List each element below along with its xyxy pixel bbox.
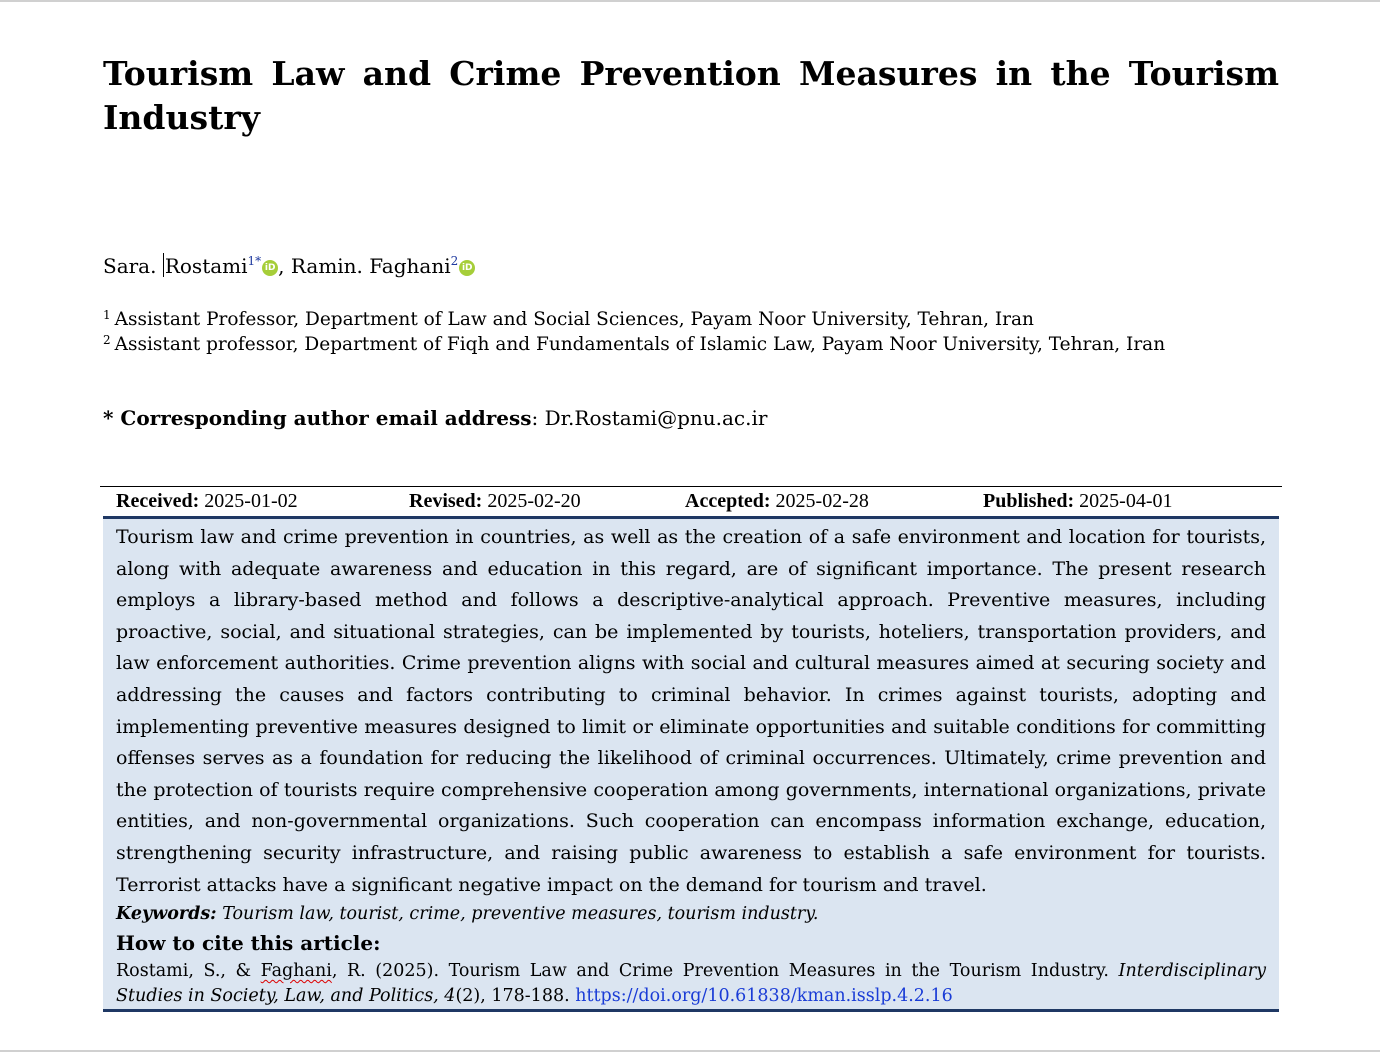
author-2-name: Ramin. Faghani [290, 254, 451, 278]
accepted-date: Accepted: 2025-02-28 [685, 490, 869, 512]
abstract-box [103, 516, 1279, 1012]
corresponding-email[interactable]: Dr.Rostami@pnu.ac.ir [544, 406, 768, 430]
published-date: Published: 2025-04-01 [983, 490, 1173, 512]
affiliation-2: $^2$ Assistant professor, Department of Fiqh and Fundamentals of Islamic Law, Payam Noor University, Tehran, Iran [103, 333, 1166, 355]
text-cursor [163, 253, 164, 277]
how-to-cite-heading: How to cite this article: [116, 931, 381, 955]
revised-date: Revised: 2025-02-20 [409, 490, 581, 512]
dates-rule [100, 486, 1282, 487]
doi-link[interactable]: https://doi.org/10.61838/kman.isslp.4.2.16 [575, 986, 953, 1006]
corresponding-label: * Corresponding author email address [103, 406, 532, 430]
author-2-affil-ref[interactable]: 2 [450, 254, 459, 268]
citation: Rostami, S., & Faghani, R. (2025). Tourism Law and Crime Prevention Measures in the Tourism Industry. Interdisciplinary Studies in Society, Law, and Politics, 4(2), 178-188. https://doi.org/10.61838/kman.isslp.4.2.16 [116, 961, 1267, 1006]
author-separator: , [278, 254, 291, 278]
author-1-surname: Rostami [164, 254, 248, 278]
abstract-text: Tourism law and crime prevention in countries, as well as the creation of a safe environment and location for tourists, along with adequate awareness and education in this regard, are of significant importance. The present research employs a library-based method and follows a descriptive-analytical approach. Preventive measures, including proactive, social, and situational strategies, can be implemented by tourists, hoteliers, transportation providers, and law enforcement authorities. Crime prevention aligns with social and cultural measures aimed at securing society and addressing the causes and factors contributing to criminal behavior. In crimes against tourists, adopting and implementing preventive measures designed to limit or eliminate opportunities and suitable conditions for committing offenses serves as a foundation for reducing the likelihood of criminal occurrences. Ultimately, crime prevention and the protection of tourists require comprehensive cooperation among governments, international organizations, private entities, and non-governmental organizations. Such cooperation can encompass information exchange, education, strengthening security infrastructure, and raising public awareness to establish a safe environment for tourists. Terrorist attacks have a significant negative impact on the demand for tourism and travel. [116, 526, 1266, 896]
keywords: Keywords: Tourism law, tourist, crime, preventive measures, tourism industry. [116, 904, 819, 924]
author-1-given: Sara. [103, 254, 163, 278]
article-title: Tourism Law and Crime Prevention Measures in the Tourism Industry [103, 54, 1279, 137]
author-1-affil-ref[interactable]: 1* [247, 254, 262, 268]
top-border [0, 0, 1380, 2]
received-date: Received: 2025-01-02 [116, 490, 298, 512]
spellcheck-flagged-word[interactable]: Faghani [260, 961, 332, 981]
corresponding-author: * Corresponding author email address: Dr.Rostami@pnu.ac.ir [103, 406, 768, 430]
orcid-icon[interactable]: iD [459, 260, 475, 276]
affiliation-1: $^1$ Assistant Professor, Department of Law and Social Sciences, Payam Noor University, Tehran, Iran [103, 308, 1034, 330]
author-line [103, 247, 903, 280]
orcid-icon[interactable]: iD [262, 260, 278, 276]
